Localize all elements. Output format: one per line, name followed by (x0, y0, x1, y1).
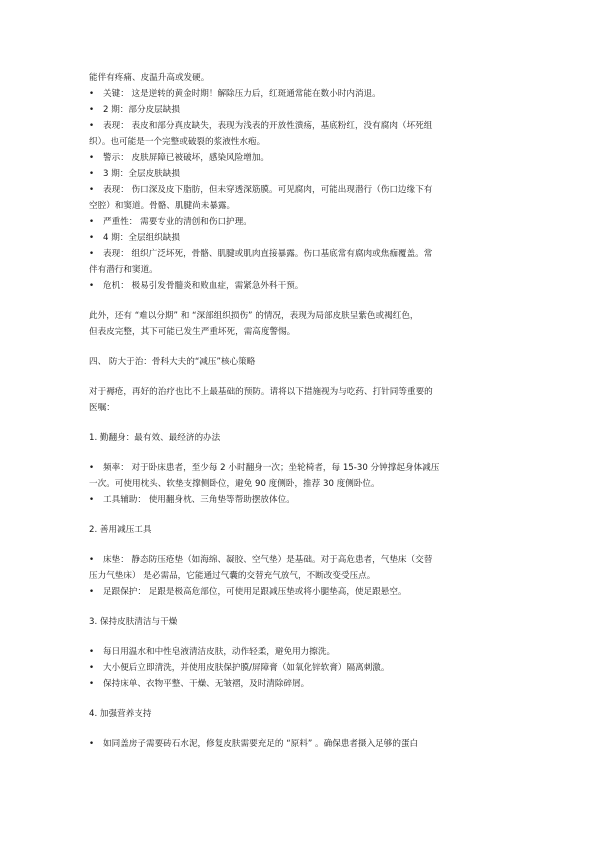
subsection-heading: 2. 善用减压工具 (89, 525, 152, 535)
subsection-heading: 4. 加强营养支持 (89, 709, 152, 719)
bullet-icon: • (89, 587, 95, 597)
list-item: • 工具辅助： 使用翻身枕、三角垫等帮助摆放体位。 (89, 492, 509, 508)
list-item: • 4 期：全层组织缺损 (89, 230, 509, 246)
bullet-icon: • (89, 463, 95, 473)
bullet-icon: • (89, 679, 95, 689)
subsection-heading: 3. 保持皮肤清洁与干燥 (89, 617, 178, 627)
bullet-icon: • (89, 169, 95, 179)
text-line: 能伴有疼痛、皮温升高或发硬。 (89, 73, 210, 83)
list-item: • 2 期：部分皮层缺损 (89, 102, 509, 118)
bullet-icon: • (89, 495, 95, 505)
spacer (89, 538, 509, 552)
list-item: • 严重性： 需要专业的清创和伤口护理。 (89, 214, 509, 230)
list-item: • 大小便后立即清洗，并使用皮肤保护膜/屏障膏（如氧化锌软膏）隔离刺激。 (89, 660, 509, 676)
list-item: • 表现： 伤口深及皮下脂肪，但未穿透深筋膜。可见腐肉，可能出现潜行（伤口边缘下有 (89, 182, 509, 198)
list-item: • 床垫： 静态防压疮垫（如海绵、凝胶、空气垫）是基础。对于高危患者，气垫床（交替 (89, 552, 509, 568)
list-item: • 如同盖房子需要砖石水泥，修复皮肤需要充足的 “原料” 。确保患者摄入足够的蛋白 (89, 736, 509, 752)
spacer (89, 446, 509, 460)
spacer (89, 630, 509, 644)
bullet-icon: • (89, 663, 95, 673)
document-body (89, 70, 509, 752)
list-item: • 表现： 组织广泛坏死，骨骼、肌腱或肌肉直接暴露。伤口基底常有腐肉或焦痂覆盖。常 (89, 246, 509, 262)
spacer (89, 340, 509, 354)
spacer (89, 508, 509, 522)
spacer (89, 416, 509, 430)
list-item: • 频率： 对于卧床患者，至少每 2 小时翻身一次；坐轮椅者，每 15-30 分钟撑起身体减压 (89, 460, 509, 476)
bullet-icon: • (89, 217, 95, 227)
list-item: • 危机： 极易引发骨髓炎和败血症，需紧急外科干预。 (89, 278, 509, 294)
bullet-icon: • (89, 153, 95, 163)
bullet-icon: • (89, 249, 95, 259)
subsection-heading: 1. 勤翻身：最有效、最经济的办法 (89, 433, 221, 443)
paragraph-line: 医嘱： (89, 403, 115, 413)
bullet-icon: • (89, 647, 95, 657)
paragraph-line: 但表皮完整，其下可能已发生严重坏死，需高度警惕。 (89, 327, 296, 337)
spacer (89, 692, 509, 706)
bullet-icon: • (89, 105, 95, 115)
bullet-icon: • (89, 89, 95, 99)
paragraph-line: 对于褥疮，再好的治疗也比不上最基础的预防。请将以下措施视为与吃药、打针同等重要的 (89, 387, 433, 397)
list-item: • 关键： 这是逆转的黄金时期！解除压力后，红斑通常能在数小时内消退。 (89, 86, 509, 102)
bullet-icon: • (89, 233, 95, 243)
list-item: • 警示： 皮肤屏障已被破坏，感染风险增加。 (89, 150, 509, 166)
paragraph-line: 此外，还有 “难以分期” 和 “深部组织损伤” 的情况，表现为局部皮肤呈紫色或褐红色， (89, 311, 419, 321)
spacer (89, 722, 509, 736)
bullet-icon: • (89, 739, 95, 749)
list-item: • 表现： 表皮和部分真皮缺失，表现为浅表的开放性溃疡，基底粉红，没有腐肉（坏死组 (89, 118, 509, 134)
list-item: • 保持床单、衣物平整、干燥、无皱褶，及时清除碎屑。 (89, 676, 509, 692)
text-line: 织）。也可能是一个完整或破裂的浆液性水疱。 (89, 137, 266, 147)
section-heading: 四、 防大于治：骨科大夫的“减压”核心策略 (89, 357, 256, 367)
list-item: • 足跟保护： 足跟是极高危部位，可使用足跟减压垫或将小腿垫高，使足跟悬空。 (89, 584, 509, 600)
bullet-icon: • (89, 185, 95, 195)
bullet-icon: • (89, 555, 95, 565)
text-line: 伴有潜行和窦道。 (89, 265, 158, 275)
spacer (89, 600, 509, 614)
text-line: 一次。可使用枕头、软垫支撑侧卧位，避免 90 度侧卧，推荐 30 度侧卧位。 (89, 479, 380, 489)
list-item: • 3 期：全层皮肤缺损 (89, 166, 509, 182)
bullet-icon: • (89, 121, 95, 131)
text-line: 空腔）和窦道。骨骼、肌腱尚未暴露。 (89, 201, 236, 211)
bullet-icon: • (89, 281, 95, 291)
text-line: 压力气垫床） 是必需品，它能通过气囊的交替充气放气，不断改变受压点。 (89, 571, 376, 581)
spacer (89, 370, 509, 384)
spacer (89, 294, 509, 308)
list-item: • 每日用温水和中性皂液清洁皮肤，动作轻柔，避免用力擦洗。 (89, 644, 509, 660)
